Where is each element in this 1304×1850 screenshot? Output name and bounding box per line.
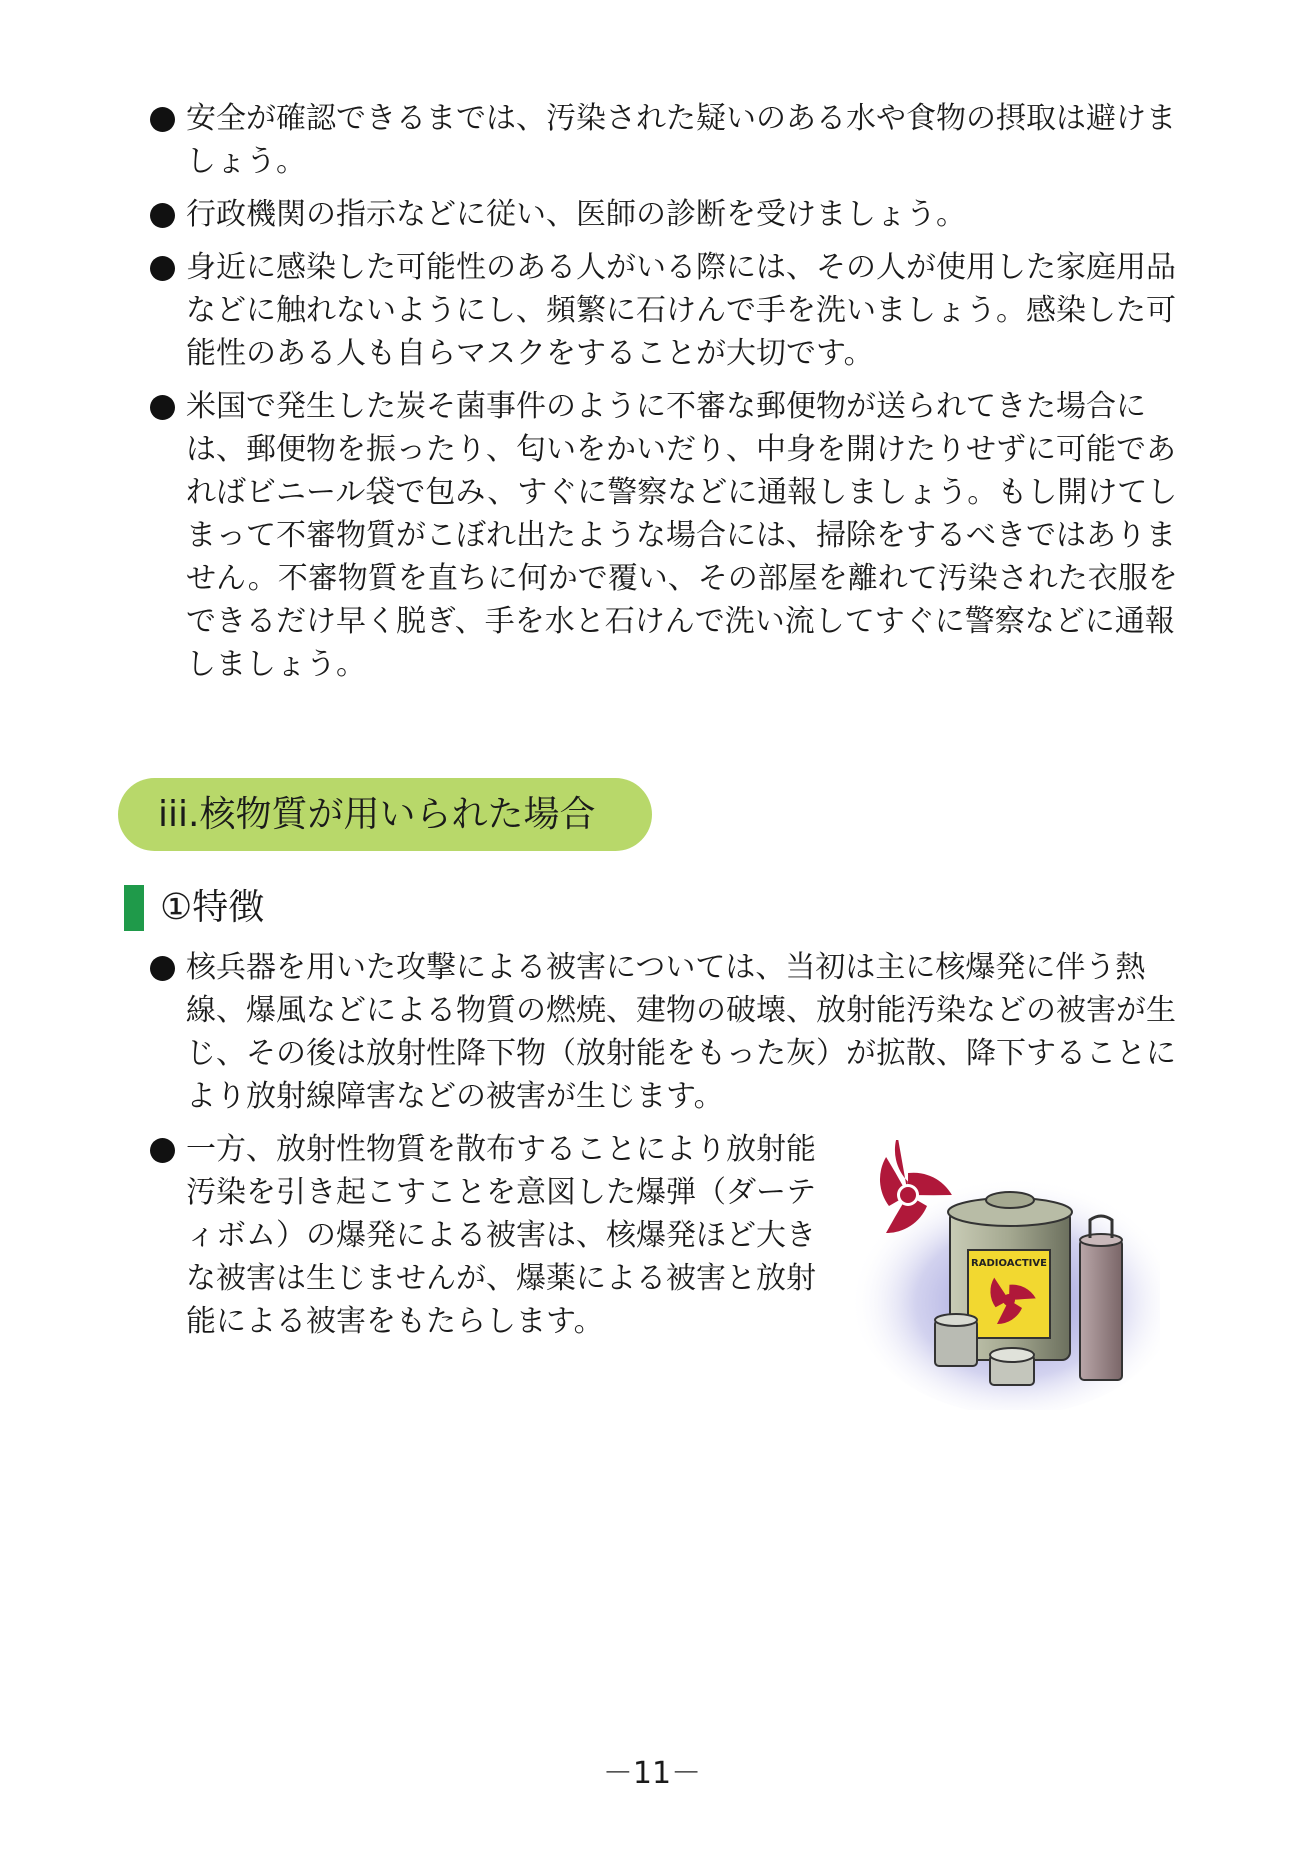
list-item: 核兵器を用いた攻撃による被害については、当初は主に核爆発に伴う熱線、爆風などによる物質の燃焼、建物の破壊、放射能汚染などの被害が生じ、その後は放射性降下物（放射能をもった灰）が拡散、降下することにより放射線障害などの被害が生じます。 <box>150 946 1190 1118</box>
list-item: 行政機関の指示などに従い、医師の診断を受けましょう。 <box>150 193 1190 236</box>
subheading-text: ①特徴 <box>160 887 265 928</box>
small-container-front <box>990 1348 1034 1385</box>
list-item: 安全が確認できるまでは、汚染された疑いのある水や食物の摂取は避けましょう。 <box>150 97 1190 183</box>
precaution-list <box>150 97 1190 696</box>
small-container-left <box>935 1314 977 1366</box>
radioactive-materials-illustration <box>840 1140 1160 1410</box>
section-title: iii.核物質が用いられた場合 <box>118 778 652 851</box>
list-item: 身近に感染した可能性のある人がいる際には、その人が使用した家庭用品などに触れないようにし、頻繁に石けんで手を洗いましょう。感染した可能性のある人も自らマスクをすることが大切です。 <box>150 246 1190 375</box>
subheading <box>124 885 264 931</box>
drum-label: RADIOACTIVE <box>971 1258 1047 1269</box>
list-item: 一方、放射性物質を散布することにより放射能汚染を引き起こすことを意図した爆弾（ダーティボム）の爆発による被害は、核爆発ほど大きな被害は生じませんが、爆薬による被害と放射能による被害をもたらします。 <box>150 1128 826 1343</box>
cylinder-canister <box>1080 1216 1122 1380</box>
page-number: －11－ <box>602 1756 702 1791</box>
subheading-marker <box>124 885 144 931</box>
list-item: 米国で発生した炭そ菌事件のように不審な郵便物が送られてきた場合には、郵便物を振ったり、匂いをかいだり、中身を開けたりせずに可能であればビニール袋で包み、すぐに警察などに通報しましょう。もし開けてしまって不審物質がこぼれ出たような場合には、掃除をするべきではありません。不審物質を直ちに何かで覆い、その部屋を離れて汚染された衣服をできるだけ早く脱ぎ、手を水と石けんで洗い流してすぐに警察などに通報しましょう。 <box>150 385 1190 686</box>
